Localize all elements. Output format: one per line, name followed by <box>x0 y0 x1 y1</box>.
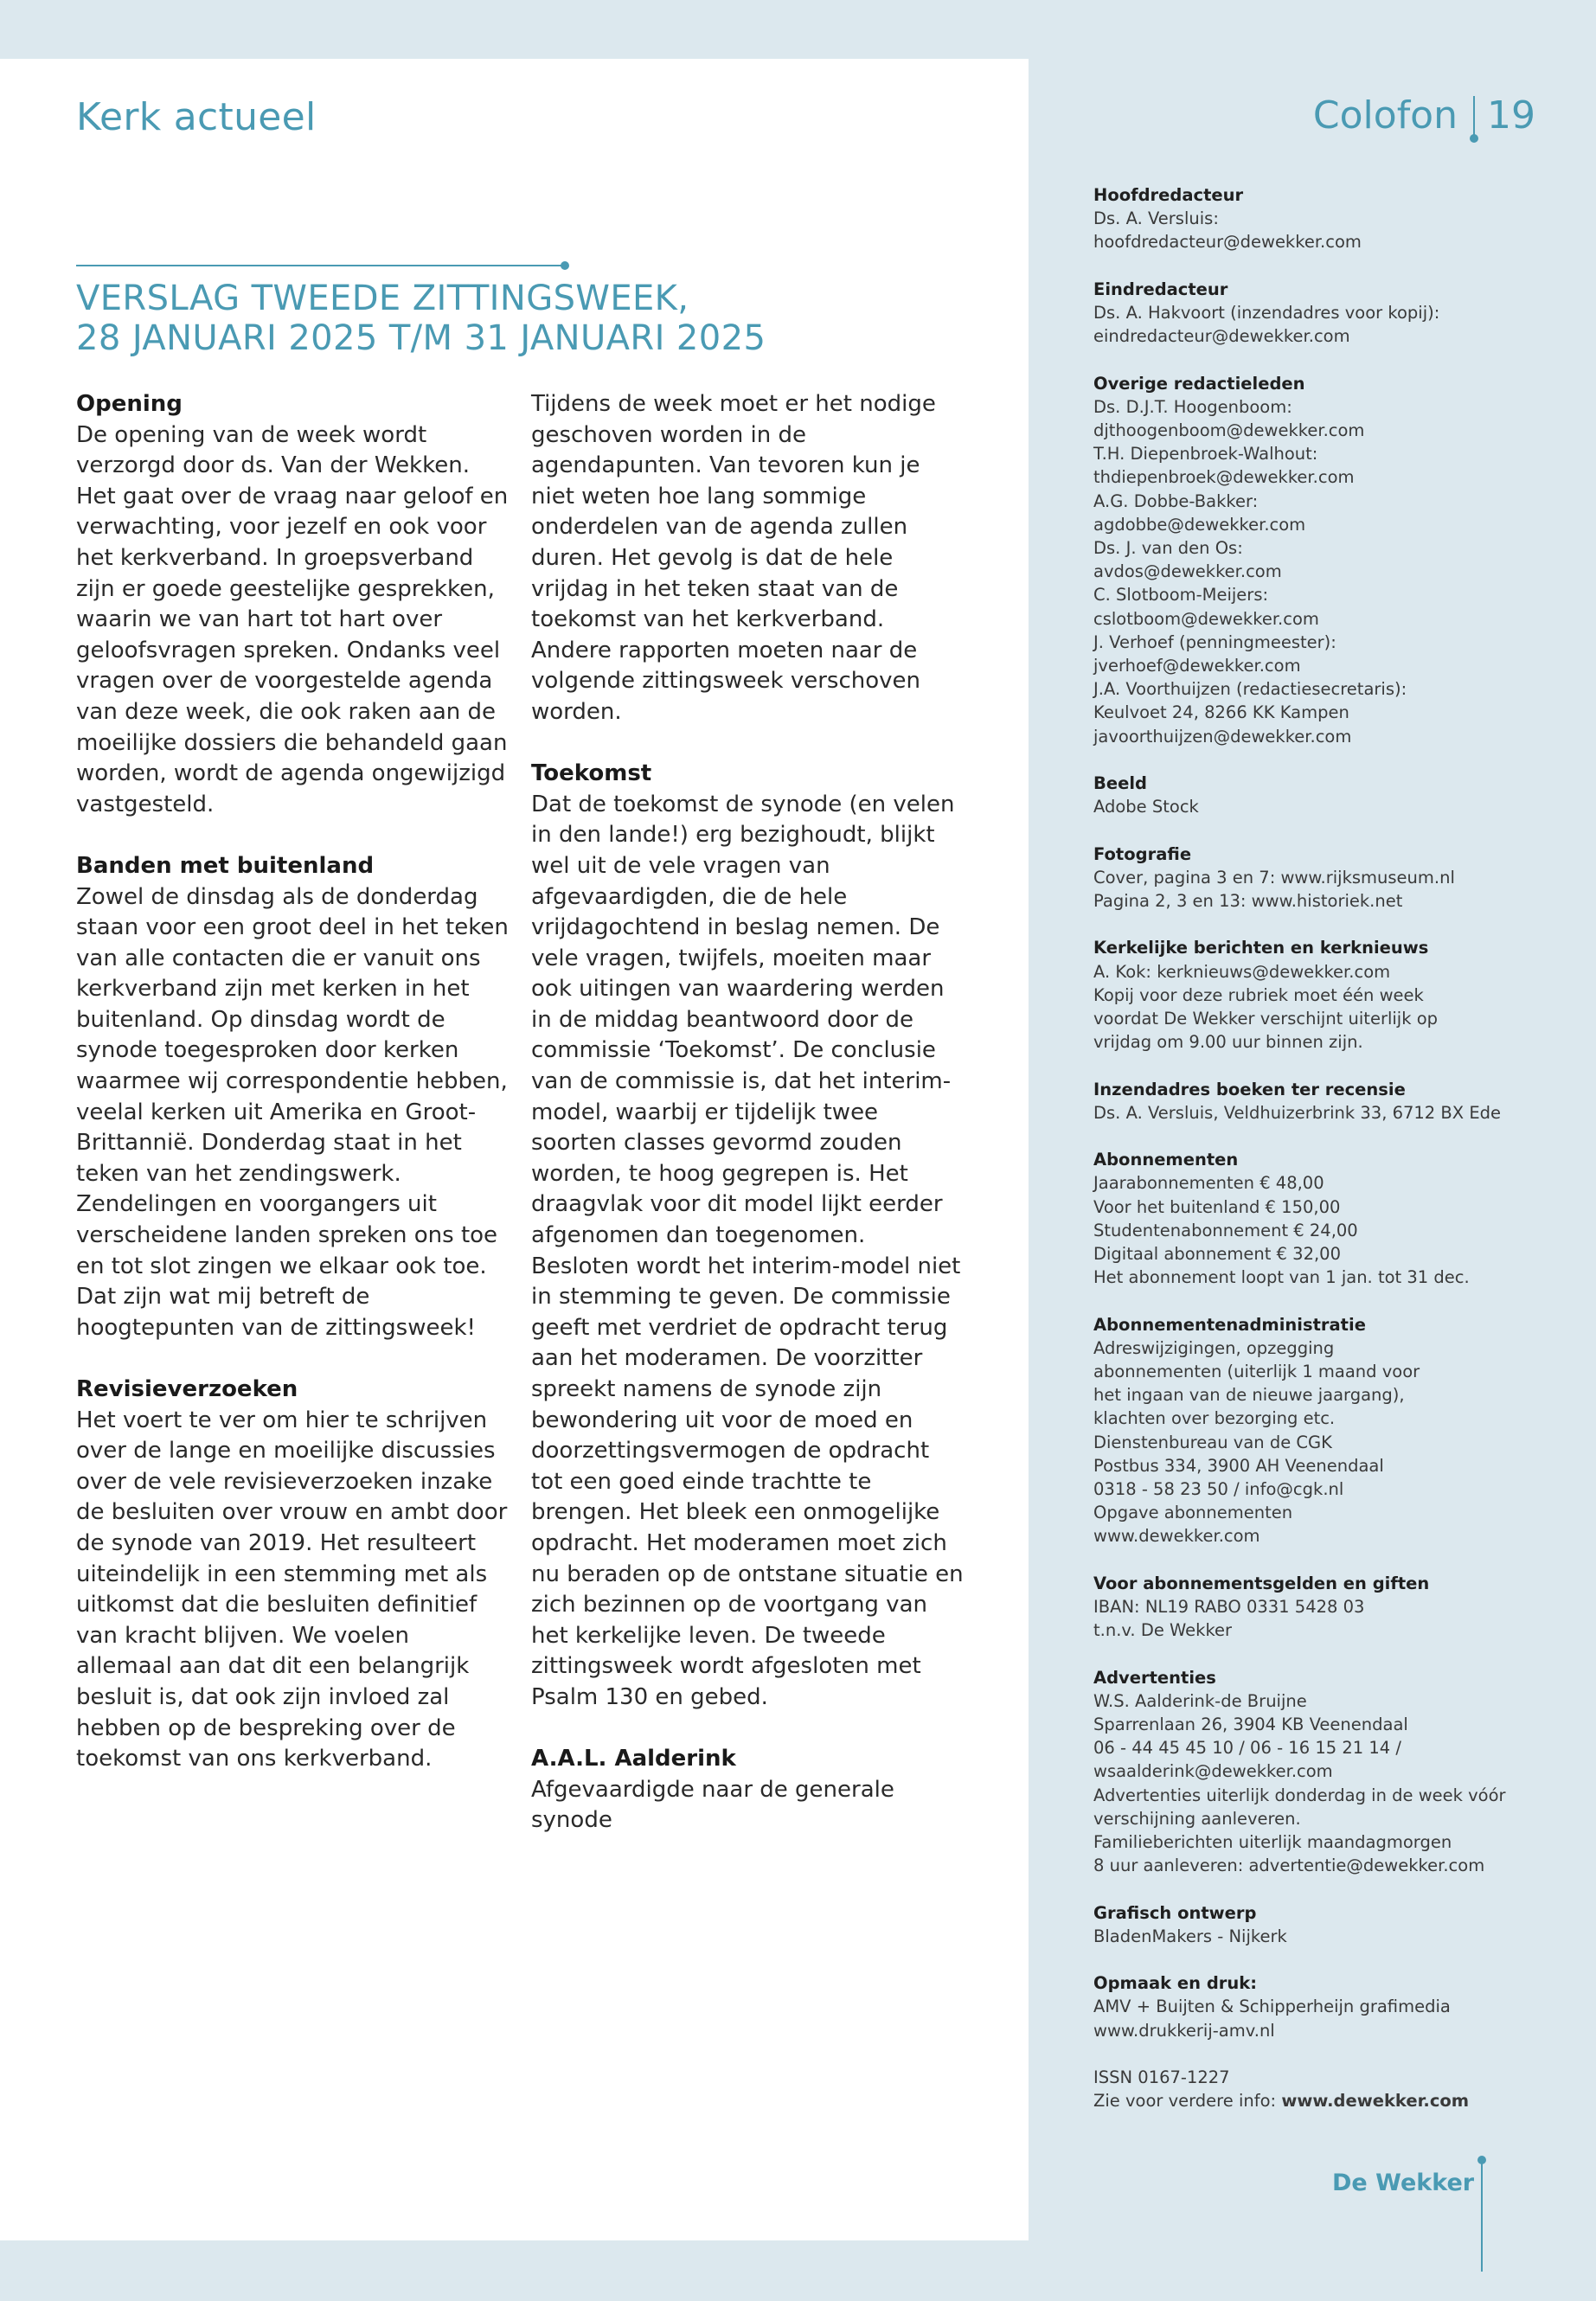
colofon-line: C. Slotboom-Meijers: <box>1093 585 1269 606</box>
colofon-line: Voor het buitenland € 150,00 <box>1093 1196 1341 1217</box>
info-prefix: Zie voor verdere info: <box>1093 2091 1282 2112</box>
colofon-line: Ds. J. van den Os: <box>1093 538 1243 559</box>
footer-brand: De Wekker <box>1332 2170 1475 2196</box>
colofon-heading: Abonnementen <box>1093 1150 1239 1170</box>
page-number: 19 <box>1487 93 1535 138</box>
colofon-line: Het abonnement loopt van 1 jan. tot 31 dec. <box>1093 1267 1470 1288</box>
colofon-line: abonnementen (uiterlijk 1 maand voor <box>1093 1362 1420 1382</box>
colofon-line: www.dewekker.com <box>1093 1526 1260 1547</box>
colofon-block <box>1093 772 1543 818</box>
revisie-heading: Revisieverzoeken <box>76 1376 298 1402</box>
colofon-line: Studentenabonnement € 24,00 <box>1093 1220 1358 1240</box>
colofon-block <box>1093 372 1543 748</box>
colofon-line: Ds. A. Hakvoort (inzendadres voor kopij): <box>1093 303 1440 323</box>
agenda-paragraph: Tijdens de week moet er het nodige geschoven worden in de agendapunten. Van tevoren kun je niet weten hoe lang sommige onderdelen van de agenda zullen duren. Het gevolg is dat de hele vrijdag in het teken staat van de toekomst van het kerkverband. Andere rapporten moeten naar de volgende zittingsweek verschoven worden. <box>531 391 936 725</box>
colofon-line: thdiepenbroek@dewekker.com <box>1093 467 1355 488</box>
section-title: Kerk actueel <box>76 95 317 139</box>
colofon-line: Ds. A. Versluis: <box>1093 208 1219 229</box>
revisie-paragraph: Het voert te ver om hier te schrijven over de lange en moeilijke discussies over de vele revisieverzoeken inzake de besluiten over vrouw en ambt door de synode van 2019. Het resulteert uiteindelijk in een stemming met als uitkomst dat die besluiten definitief van kracht blijven. We voelen allemaal aan dat dit een belangrijk besluit is, dat ook zijn invloed zal hebben op de bespreking over de toekomst van ons kerkverband. <box>76 1407 508 1772</box>
colofon-line: cslotboom@dewekker.com <box>1093 608 1319 629</box>
colofon-line: agdobbe@dewekker.com <box>1093 514 1306 535</box>
colofon-line: AMV + Buijten & Schipperheijn grafimedia <box>1093 1997 1451 2017</box>
colofon-block <box>1093 1666 1543 1878</box>
article-column-right <box>531 389 964 1836</box>
colofon-line: 06 - 44 45 45 10 / 06 - 16 15 21 14 / <box>1093 1738 1401 1759</box>
opening-heading: Opening <box>76 391 183 417</box>
colofon-heading: Beeld <box>1093 773 1147 794</box>
colofon-line: Adreswijzigingen, opzegging <box>1093 1337 1335 1358</box>
colofon-line: verschijning aanleveren. <box>1093 1808 1301 1829</box>
colofon-line: www.drukkerij-amv.nl <box>1093 2020 1275 2041</box>
colofon-header <box>1313 93 1535 138</box>
colofon-block <box>1093 183 1543 254</box>
colofon-line: Opgave abonnementen <box>1093 1503 1293 1523</box>
headline-line-1: VERSLAG TWEEDE ZITTINGSWEEK, <box>76 279 689 318</box>
colofon-line: Keulvoet 24, 8266 KK Kampen <box>1093 702 1349 723</box>
colofon-line: hoofdredacteur@dewekker.com <box>1093 232 1362 253</box>
opening-paragraph: De opening van de week wordt verzorgd door ds. Van der Wekken. Het gaat over de vraag naar geloof en verwachting, voor jezelf en ook voor het kerkverband. In groepsverband zijn er goede geestelijke gesprekken, waarin we van hart tot hart over geloofsvragen spreken. Ondanks veel vragen over de voorgestelde agenda van deze week, die ook raken aan de moeilijke dossiers die behandeld gaan worden, wordt de agenda ongewijzigd vastgesteld. <box>76 421 509 817</box>
banden-heading: Banden met buitenland <box>76 852 375 879</box>
colofon-block <box>1093 936 1543 1054</box>
colofon-line: T.H. Diepenbroek-Walhout: <box>1093 444 1318 465</box>
colofon-block <box>1093 1971 1543 2042</box>
colofon-list <box>1093 183 1543 2112</box>
colofon-line: voordat De Wekker verschijnt uiterlijk op <box>1093 1009 1439 1029</box>
colofon-line: Ds. D.J.T. Hoogenboom: <box>1093 396 1292 417</box>
colofon-line: javoorthuijzen@dewekker.com <box>1093 726 1352 747</box>
article-headline <box>76 279 984 358</box>
colofon-line: Kopij voor deze rubriek moet één week <box>1093 984 1424 1005</box>
colofon-line: vrijdag om 9.00 uur binnen zijn. <box>1093 1032 1363 1053</box>
colofon-line: BladenMakers - Nijkerk <box>1093 1926 1287 1946</box>
colofon-line: J. Verhoef (penningmeester): <box>1093 631 1336 652</box>
colofon-block <box>1093 1313 1543 1548</box>
colofon-line: Ds. A. Versluis, Veldhuizerbrink 33, 6712 BX Ede <box>1093 1102 1502 1123</box>
colofon-line: A. Kok: kerknieuws@dewekker.com <box>1093 961 1391 982</box>
toekomst-paragraph: Dat de toekomst de synode (en velen in den lande!) erg bezighoudt, blijkt wel uit de vele vragen van afgevaardigden, die de hele vrijdagochtend in beslag nemen. De vele vragen, twijfels, moeiten maar ook uitingen van waardering werden in de middag beantwoord door de commissie ‘Toekomst’. De conclusie van de commissie is, dat het interim-model, waarbij er tijdelijk twee soorten classes gevormd zouden worden, te hoog gegrepen is. Het draagvlak voor dit model lijkt eerder afgenomen dan toegenomen. Besloten wordt het interim-model niet in stemming te geven. De commissie geeft met verdriet de opdracht terug aan het moderamen. De voorzitter spreekt namens de synode zijn bewondering uit voor de moed en doorzettingsvermogen de opdracht tot een goed einde trachtte te brengen. Het bleek een onmogelijke opdracht. Het moderamen moet zich nu beraden op de ontstane situatie en zich bezinnen op de voortgang van het kerkelijke leven. De tweede zittingsweek wordt afgesloten met Psalm 130 en gebed. <box>531 791 964 1710</box>
colofon-line: wsaalderink@dewekker.com <box>1093 1761 1333 1782</box>
colofon-line: Digitaal abonnement € 32,00 <box>1093 1244 1341 1265</box>
colofon-line: jverhoef@dewekker.com <box>1093 656 1301 676</box>
colofon-line: Advertenties uiterlijk donderdag in de week vóór <box>1093 1785 1506 1805</box>
banden-paragraph: Zowel de dinsdag als de donderdag staan voor een groot deel in het teken van alle contacten die er vanuit ons kerkverband zijn met kerken in het buitenland. Op dinsdag wordt de synode toegesproken door kerken waarmee wij correspondentie hebben, veelal kerken uit Amerika en Groot-Brittannië. Donderdag staat in het teken van het zendingswerk. Zendelingen en voorgangers uit verscheidene landen spreken ons toe en tot slot zingen we elkaar ook toe. Dat zijn wat mij betreft de hoogtepunten van de zittingsweek! <box>76 883 509 1341</box>
page-separator <box>1473 96 1475 136</box>
issn: ISSN 0167-1227 <box>1093 2067 1230 2088</box>
colofon-heading: Eindredacteur <box>1093 279 1228 299</box>
colofon-line: avdos@dewekker.com <box>1093 561 1282 582</box>
colofon-heading: Fotografie <box>1093 843 1192 864</box>
colofon-heading: Hoofdredacteur <box>1093 185 1244 205</box>
headline-line-2: 28 JANUARI 2025 T/M 31 JANUARI 2025 <box>76 318 766 358</box>
colofon-line: Pagina 2, 3 en 13: www.historiek.net <box>1093 891 1403 912</box>
colofon-line: het ingaan van de nieuwe jaargang), <box>1093 1385 1405 1406</box>
colofon-block <box>1093 1148 1543 1289</box>
author-signature <box>531 1744 964 1836</box>
title-rule-dot <box>561 261 569 270</box>
colofon-line: Postbus 334, 3900 AH Veenendaal <box>1093 1455 1384 1476</box>
colofon-line: Familieberichten uiterlijk maandagmorgen <box>1093 1832 1452 1853</box>
colofon-heading: Grafisch ontwerp <box>1093 1902 1257 1923</box>
colofon-heading: Inzendadres boeken ter recensie <box>1093 1079 1406 1099</box>
colofon-line: 8 uur aanleveren: advertentie@dewekker.com <box>1093 1856 1485 1876</box>
colofon-line: A.G. Dobbe-Bakker: <box>1093 490 1259 511</box>
colofon-footer-block <box>1093 2066 1543 2112</box>
colofon-heading: Kerkelijke berichten en kerknieuws <box>1093 938 1429 958</box>
colofon-block <box>1093 843 1543 913</box>
colofon-block <box>1093 1078 1543 1125</box>
colofon-line: eindredacteur@dewekker.com <box>1093 326 1350 347</box>
colofon-line: Dienstenbureau van de CGK <box>1093 1432 1332 1452</box>
title-rule <box>76 265 565 266</box>
colofon-block <box>1093 278 1543 349</box>
colofon-line: 0318 - 58 23 50 / info@cgk.nl <box>1093 1479 1344 1500</box>
colofon-block <box>1093 1572 1543 1643</box>
colofon-block <box>1093 1901 1543 1948</box>
footer-rule <box>1481 2161 1483 2272</box>
colofon-line: Sparrenlaan 26, 3904 KB Veenendaal <box>1093 1715 1408 1735</box>
colofon-heading: Advertenties <box>1093 1667 1216 1688</box>
author-role: Afgevaardigde naar de generale synode <box>531 1776 894 1834</box>
colofon-line: djthoogenboom@dewekker.com <box>1093 420 1365 440</box>
colofon-heading: Abonnementenadministratie <box>1093 1314 1366 1335</box>
info-link[interactable]: www.dewekker.com <box>1281 2091 1470 2112</box>
colofon-line: t.n.v. De Wekker <box>1093 1620 1233 1641</box>
colofon-line: Adobe Stock <box>1093 797 1199 817</box>
colofon-heading: Opmaak en druk: <box>1093 1973 1258 1994</box>
colofon-title: Colofon <box>1312 93 1458 138</box>
article-column-left <box>76 389 509 1805</box>
info-line <box>1093 2089 1543 2112</box>
colofon-line: IBAN: NL19 RABO 0331 5428 03 <box>1093 1597 1365 1618</box>
author-name: A.A.L. Aalderink <box>531 1746 736 1772</box>
colofon-heading: Voor abonnementsgelden en giften <box>1093 1573 1430 1593</box>
colofon-line: Cover, pagina 3 en 7: www.rijksmuseum.nl <box>1093 867 1455 888</box>
colofon-line: J.A. Voorthuijzen (redactiesecretaris): <box>1093 679 1407 700</box>
toekomst-heading: Toekomst <box>531 760 652 787</box>
colofon-line: Jaarabonnementen € 48,00 <box>1093 1173 1324 1194</box>
colofon-line: W.S. Aalderink-de Bruijne <box>1093 1690 1307 1711</box>
colofon-line: klachten over bezorging etc. <box>1093 1408 1336 1429</box>
colofon-heading: Overige redactieleden <box>1093 373 1305 394</box>
